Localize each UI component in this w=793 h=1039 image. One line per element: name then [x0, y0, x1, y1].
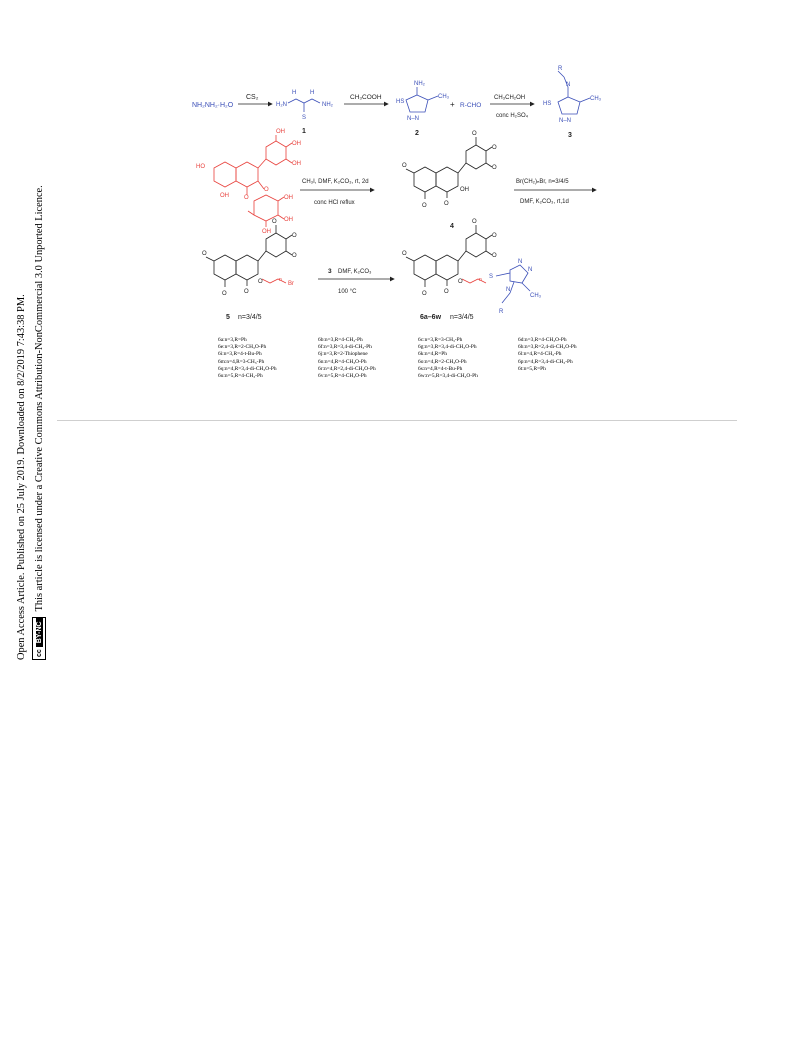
- svg-text:O: O: [492, 253, 497, 259]
- legend-item: 6u:n=5,R=4-CH₃-Ph: [218, 373, 263, 380]
- svg-text:O: O: [264, 187, 269, 193]
- cc-license-icon[interactable]: cc BY-NC: [32, 617, 46, 660]
- svg-text:OH: OH: [276, 129, 285, 135]
- svg-text:OH: OH: [460, 187, 469, 193]
- access-notice: Open Access Article. Published on 25 July 2019. Downloaded on 8/2/2019 7:43:38 PM.: [16, 294, 27, 660]
- reagent-dmf-k2co3: DMF, K₂CO₃, rt,1d: [520, 199, 569, 205]
- legend-item: 6e:n=3,R=2-CH₃O-Ph: [218, 344, 267, 351]
- svg-text:O: O: [422, 291, 427, 297]
- reagent-sulfuric: conc H₂SO₄: [496, 113, 529, 119]
- legend-item: 6r:n=4,R=2,4-di-CH₃O-Ph: [318, 365, 376, 372]
- section-divider: [57, 420, 737, 421]
- svg-text:HS: HS: [396, 99, 405, 105]
- plus-sign: +: [450, 100, 455, 109]
- svg-text:n: n: [479, 277, 482, 283]
- legend-item: 6g:n=3,R=3,4-di-CH₃O-Ph: [418, 344, 477, 351]
- legend-item: 6q:n=4,R=3,4-di-CH₃O-Ph: [218, 365, 277, 372]
- reagent-ref-3: 3: [328, 268, 332, 275]
- svg-text:O: O: [492, 233, 497, 239]
- svg-text:H: H: [310, 90, 315, 96]
- svg-text:O: O: [444, 201, 449, 207]
- svg-text:H₂N: H₂N: [276, 102, 287, 108]
- legend-item: 6p:n=4,R=3,4-di-CH₃-Ph: [518, 358, 573, 365]
- svg-text:N: N: [528, 267, 533, 273]
- svg-text:R: R: [499, 309, 504, 315]
- legend-row: [218, 337, 618, 344]
- compound-1-structure: [288, 99, 320, 112]
- svg-text:n: n: [279, 277, 282, 283]
- legend-item: 6s:n=4,R=4-t-Bu-Ph: [418, 365, 463, 372]
- svg-text:O: O: [402, 251, 407, 257]
- svg-text:CH₃: CH₃: [438, 94, 450, 100]
- svg-text:OH: OH: [220, 193, 229, 199]
- myricitrin-structure: [214, 135, 292, 227]
- legend-item: 6k:n=4,R=Ph: [418, 351, 447, 358]
- legend-item: 6i:n=3,R=4-t-Bu-Ph: [218, 351, 262, 358]
- legend-item: 6w:n=5,R=3,4-di-CH₃O-Ph: [418, 373, 478, 380]
- svg-text:NH₂: NH₂: [322, 102, 333, 108]
- reagent-cs2: CS₂: [246, 94, 259, 101]
- legend-item: 6j:n=3,R=2-Thiophene: [318, 351, 368, 358]
- svg-text:CH₃: CH₃: [530, 293, 542, 299]
- svg-text:O: O: [492, 165, 497, 171]
- reagent-hcl: conc HCl reflux: [314, 200, 355, 206]
- legend-row: [218, 373, 618, 380]
- legend-item: 6h:n=3,R=2,4-di-CH₃O-Ph: [518, 344, 577, 351]
- reagent-dibromide: Br(CH₂)ₙBr, n=3/4/5: [516, 179, 569, 185]
- compound-5-label: 5: [226, 314, 230, 321]
- svg-text:O: O: [492, 145, 497, 151]
- svg-text:O: O: [202, 251, 207, 257]
- svg-text:R: R: [558, 66, 563, 72]
- linker-chain-6: [462, 279, 486, 283]
- svg-text:NH₂: NH₂: [414, 81, 425, 87]
- legend-item: [518, 373, 618, 380]
- svg-text:OH: OH: [292, 141, 301, 147]
- svg-text:O: O: [244, 195, 249, 201]
- legend-row: [218, 344, 618, 351]
- svg-text:O: O: [258, 279, 263, 285]
- svg-text:O: O: [244, 289, 249, 295]
- svg-text:H: H: [292, 90, 297, 96]
- svg-text:O: O: [272, 219, 277, 225]
- svg-text:O: O: [422, 203, 427, 209]
- svg-text:OH: OH: [284, 217, 293, 223]
- svg-text:O: O: [472, 131, 477, 137]
- reagent-ethanol: CH₃CH₂OH: [494, 95, 526, 101]
- compound-2-label: 2: [415, 130, 419, 137]
- legend-item: 6f:n=3,R=3,4-di-CH₃-Ph: [318, 344, 372, 351]
- compound-4-label: 4: [450, 223, 454, 230]
- compound-5-n: n=3/4/5: [238, 314, 262, 321]
- legend-item: 6b:n=3,R=4-CH₃-Ph: [318, 337, 363, 343]
- svg-text:N: N: [566, 82, 571, 88]
- substituent-legend: [218, 337, 618, 380]
- svg-text:OH: OH: [292, 161, 301, 167]
- compound-3-structure: [558, 71, 590, 114]
- compound-3-label: 3: [568, 132, 572, 139]
- svg-text:HO: HO: [196, 164, 205, 170]
- triazole-ring-6: [496, 265, 533, 303]
- compound-2-structure: [406, 87, 438, 112]
- svg-text:N–N: N–N: [407, 116, 420, 122]
- svg-text:OH: OH: [262, 229, 271, 235]
- svg-text:CH₃: CH₃: [590, 96, 602, 102]
- svg-text:HS: HS: [543, 101, 552, 107]
- legend-row: [218, 366, 618, 373]
- reagent-dmf: DMF, K₂CO₃: [338, 269, 372, 275]
- product-n: n=3/4/5: [450, 314, 474, 321]
- svg-text:Br: Br: [288, 281, 294, 287]
- aldehyde-text: R-CHO: [460, 102, 482, 109]
- linker-chain-5: [262, 279, 286, 283]
- reagent-temperature: 100 °C: [338, 289, 357, 295]
- license-notice[interactable]: This article is licensed under a Creative Commons Attribution-NonCommercial 3.0 Unported Licence.: [33, 185, 45, 612]
- svg-text:S: S: [489, 274, 494, 280]
- article-sidebar: [14, 120, 48, 660]
- hydrazine-text: NH₂NH₂·H₂O: [192, 102, 234, 109]
- svg-text:O: O: [444, 289, 449, 295]
- legend-item: 6a:n=3,R=Ph: [218, 337, 247, 343]
- legend-item: 6m:n=4,R=3-CH₃-Ph: [218, 358, 265, 365]
- legend-row: [218, 359, 618, 366]
- compound-1-label: 1: [302, 128, 306, 135]
- svg-text:OH: OH: [284, 195, 293, 201]
- legend-row: [218, 351, 618, 358]
- legend-item: 6l:n=4,R=4-CH₃-Ph: [518, 351, 562, 358]
- svg-text:O: O: [402, 163, 407, 169]
- product-label: 6a–6w: [420, 314, 442, 321]
- legend-item: 6v:n=5,R=4-CH₃O-Ph: [318, 373, 367, 380]
- legend-item: 6c:n=3,R=3-CH₃-Ph: [418, 337, 463, 343]
- svg-text:O: O: [472, 219, 477, 225]
- svg-text:N–N: N–N: [559, 118, 572, 124]
- reagent-methylation: CH₃I, DMF, K₂CO₃, rt, 2d: [302, 179, 369, 185]
- svg-text:O: O: [458, 279, 463, 285]
- legend-item: 6o:n=4,R=2-CH₃O-Ph: [418, 358, 467, 365]
- svg-text:S: S: [302, 115, 307, 121]
- legend-item: 6d:n=3,R=4-CH₃O-Ph: [518, 337, 567, 343]
- svg-text:N: N: [506, 287, 511, 293]
- svg-text:O: O: [292, 233, 297, 239]
- compound-4-structure: [406, 137, 492, 199]
- svg-text:N: N: [518, 259, 523, 265]
- svg-text:O: O: [222, 291, 227, 297]
- reagent-acetic: CH₃COOH: [350, 94, 382, 101]
- legend-item: 6t:n=5,R=Ph: [518, 365, 546, 372]
- svg-text:O: O: [292, 253, 297, 259]
- legend-item: 6n:n=4,R=4-CH₃O-Ph: [318, 358, 367, 365]
